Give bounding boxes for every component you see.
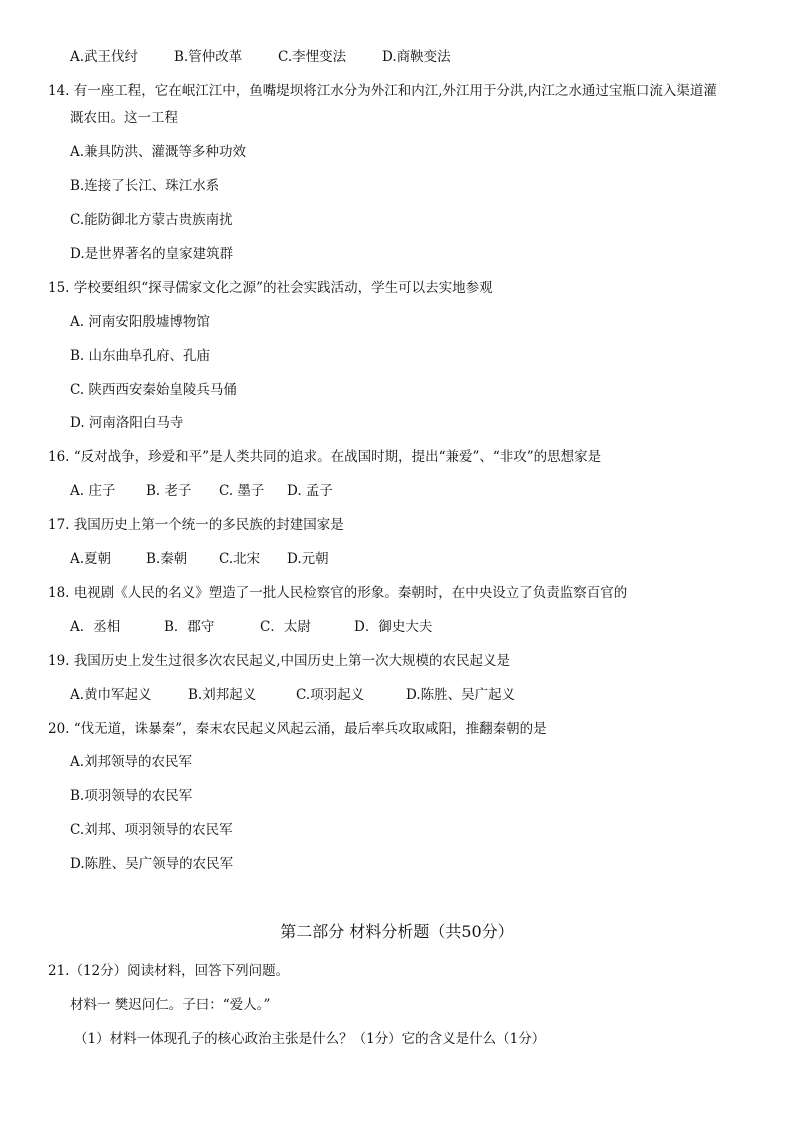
q18-option-d: D．御史大夫 [354,619,433,635]
q13-option-c: C.李悝变法 [278,49,347,65]
q15-option-a: A. 河南安阳殷墟博物馆 [70,314,210,330]
q16-options [70,482,333,500]
q13-option-b: B.管仲改革 [174,49,243,65]
q14-option-d: D.是世界著名的皇家建筑群 [70,246,234,262]
q15-option-d: D. 河南洛阳白马寺 [70,415,184,431]
q18-stem: 18. 电视剧《人民的名义》塑造了一批人民检察官的形象。秦朝时，在中央设立了负责监察百官的 [48,585,628,601]
q18-option-b: B．郡守 [164,619,215,635]
q16-stem: 16. “反对战争，珍爱和平”是人类共同的追求。在战国时期，提出“兼爱”、“非攻”的思想家是 [48,449,602,465]
q21-sub1: （1）材料一体现孔子的核心政治主张是什么？（1分）它的含义是什么（1分） [74,1031,546,1047]
q19-option-b: B.刘邦起义 [188,687,257,703]
q20-option-c: C.刘邦、项羽领导的农民军 [70,822,233,838]
q13-options [70,48,451,66]
q16-option-c: C. 墨子 [219,483,265,499]
q16-option-b: B. 老子 [146,483,192,499]
q13-option-d: D.商鞅变法 [382,49,451,65]
q19-options [70,686,515,704]
q19-option-d: D.陈胜、吴广起义 [406,687,516,703]
q15-stem: 15. 学校要组织“探寻儒家文化之源”的社会实践活动，学生可以去实地参观 [48,280,493,296]
q17-option-c: C.北宋 [219,551,261,567]
q21-material1: 材料一 樊迟问仁。子曰：“爱人。” [70,997,271,1013]
q21-stem: 21.（12分）阅读材料，回答下列问题。 [48,963,290,979]
q16-option-a: A. 庄子 [70,483,116,499]
q19-option-c: C.项羽起义 [296,687,365,703]
q14-option-b: B.连接了长江、珠江水系 [70,178,220,194]
q18-option-a: A．丞相 [70,619,121,635]
part2-heading: 第二部分 材料分析题（共50分） [280,922,514,941]
q16-option-d: D. 孟子 [287,483,333,499]
q20-stem: 20. “伐无道，诛暴秦”，秦末农民起义风起云涌，最后率兵攻取咸阳，推翻秦朝的是 [48,721,547,737]
q17-option-b: B.秦朝 [146,551,188,567]
q15-option-b: B. 山东曲阜孔府、孔庙 [70,348,211,364]
q19-option-a: A.黄巾军起义 [70,687,152,703]
q18-option-c: C．太尉 [260,619,311,635]
q13-option-a: A.武王伐纣 [70,49,139,65]
q17-stem: 17. 我国历史上第一个统一的多民族的封建国家是 [48,517,344,533]
q14-option-c: C.能防御北方蒙古贵族南扰 [70,212,233,228]
q17-option-a: A.夏朝 [70,551,112,567]
q18-options [70,618,432,636]
q15-option-c: C. 陕西西安秦始皇陵兵马俑 [70,382,237,398]
q20-option-a: A.刘邦领导的农民军 [70,754,193,770]
q14-stem-line2: 溉农田。这一工程 [70,110,178,126]
q14-option-a: A.兼具防洪、灌溉等多种功效 [70,144,247,160]
q14-stem-line1: 14. 有一座工程，它在岷江江中，鱼嘴堤坝将江水分为外江和内江,外江用于分洪,内江之水通过宝瓶口流入渠道灌 [48,83,717,99]
q20-option-d: D.陈胜、吴广领导的农民军 [70,856,234,872]
q19-stem: 19. 我国历史上发生过很多次农民起义,中国历史上第一次大规模的农民起义是 [48,653,511,669]
q17-options [70,550,329,568]
q20-option-b: B.项羽领导的农民军 [70,788,193,804]
q17-option-d: D.元朝 [287,551,329,567]
